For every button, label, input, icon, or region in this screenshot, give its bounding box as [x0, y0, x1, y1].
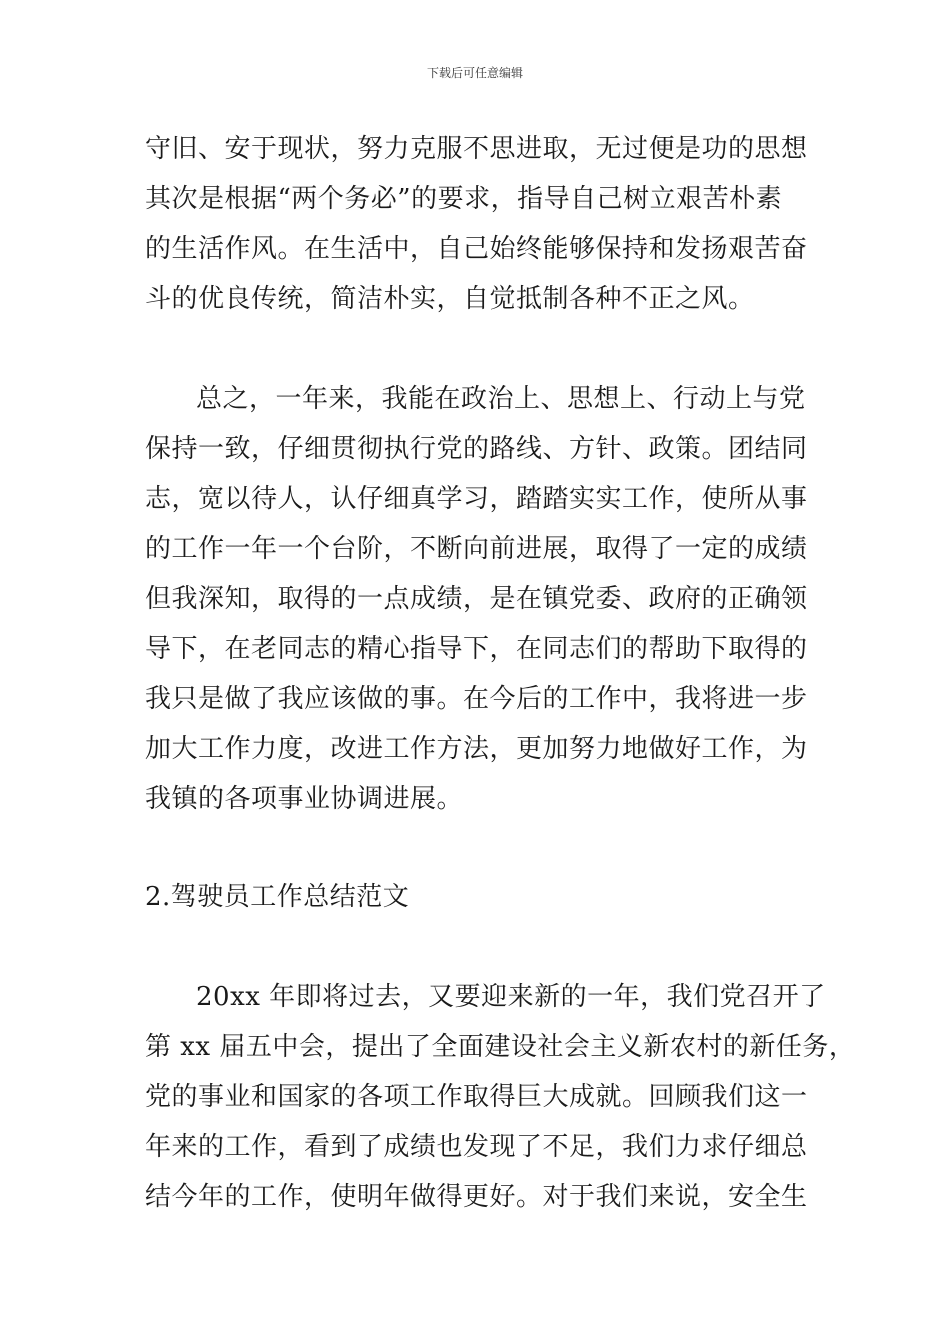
- page-header: 下载后可任意编辑: [426, 66, 523, 80]
- paragraph-line: 我镇的各项事业协调进展。: [145, 784, 464, 814]
- section-heading: 2.驾驶员工作总结范文: [145, 882, 410, 912]
- paragraph-line: 其次是根据“两个务必”的要求，指导自己树立艰苦朴素: [145, 184, 783, 214]
- paragraph-line: 导下，在老同志的精心指导下，在同志们的帮助下取得的: [145, 634, 808, 664]
- paragraph-line: 的工作一年一个台阶，不断向前进展，取得了一定的成绩: [145, 534, 808, 564]
- paragraph-line: 第 xx 届五中会，提出了全面建设社会主义新农村的新任务，: [145, 1032, 856, 1062]
- paragraph-line: 斗的优良传统，简洁朴实，自觉抵制各种不正之风。: [145, 284, 755, 314]
- paragraph-line: 但我深知，取得的一点成绩，是在镇党委、政府的正确领: [145, 584, 808, 614]
- paragraph-line: 党的事业和国家的各项工作取得巨大成就。回顾我们这一: [145, 1082, 808, 1112]
- paragraph-line: 总之，一年来，我能在政治上、思想上、行动上与党: [196, 384, 806, 414]
- paragraph-line: 志，宽以待人，认仔细真学习，踏踏实实工作，使所从事: [145, 484, 808, 514]
- paragraph-line: 20xx 年即将过去，又要迎来新的一年，我们党召开了: [196, 982, 826, 1012]
- paragraph-line: 保持一致，仔细贯彻执行党的路线、方针、政策。团结同: [145, 434, 808, 464]
- paragraph-line: 的生活作风。在生活中，自己始终能够保持和发扬艰苦奋: [145, 234, 808, 264]
- paragraph-line: 守旧、安于现状，努力克服不思进取，无过便是功的思想: [145, 134, 808, 164]
- paragraph-line: 年来的工作，看到了成绩也发现了不足，我们力求仔细总: [145, 1132, 808, 1162]
- paragraph-line: 结今年的工作，使明年做得更好。对于我们来说，安全生: [145, 1182, 808, 1212]
- paragraph-line: 加大工作力度，改进工作方法，更加努力地做好工作，为: [145, 734, 808, 764]
- paragraph-line: 我只是做了我应该做的事。在今后的工作中，我将进一步: [145, 684, 808, 714]
